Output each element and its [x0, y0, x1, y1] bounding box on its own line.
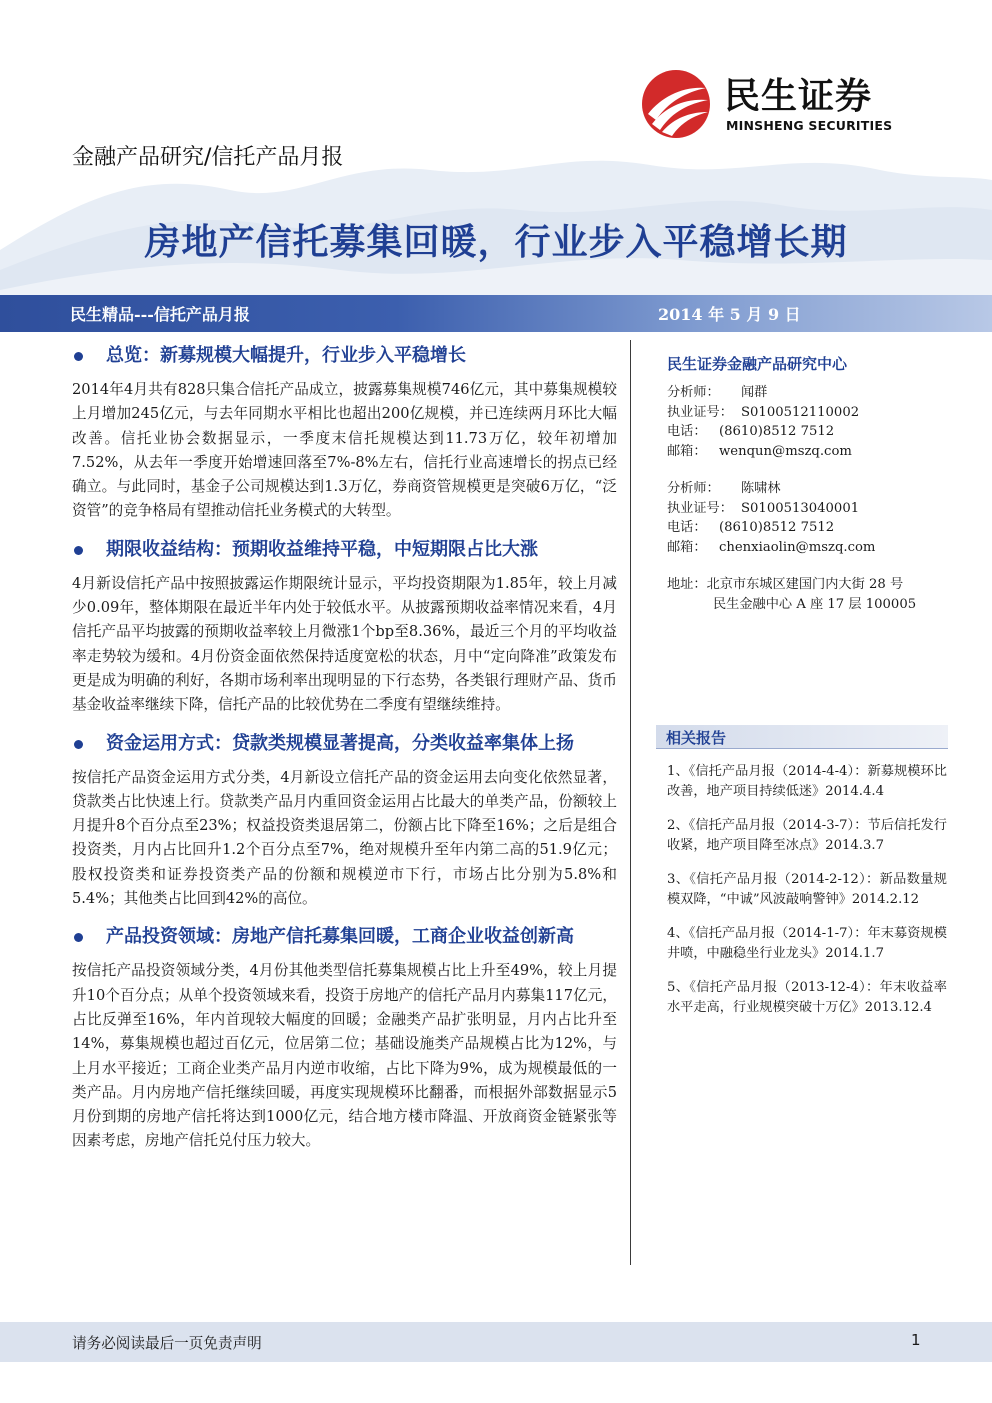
- section-fund-usage: [72, 728, 617, 912]
- analyst-label: 分析师：: [667, 481, 720, 496]
- address-line: 北京市东城区建国门内大街 28 号: [706, 577, 904, 592]
- company-logo: [640, 62, 930, 142]
- analyst-cert: S0100513040001: [741, 500, 860, 516]
- related-reports-list: [667, 762, 947, 1032]
- report-date: 2014 年 5 月 9 日: [658, 305, 801, 324]
- analyst-name: 闻群: [741, 385, 768, 400]
- related-report-item[interactable]: 2、《信托产品月报（2014-3-7）：节后信托发行收紧，地产项目降至冰点》2014.3.7: [667, 818, 947, 853]
- analyst-name: 陈啸林: [741, 481, 781, 496]
- related-report-item[interactable]: 4、《信托产品月报（2014-1-7）：年末募资规模井喷，中融稳坐行业龙头》2014.1.7: [667, 926, 947, 961]
- analyst-email: wenqun@mszq.com: [719, 443, 852, 459]
- section-heading-text: 资金运用方式：贷款类规模显著提高，分类收益率集体上扬: [106, 732, 574, 754]
- bullet-icon: [74, 546, 83, 555]
- related-reports-heading: [656, 725, 948, 749]
- analyst-phone: (8610)8512 7512: [719, 424, 835, 439]
- section-body: 按信托产品投资领域分类，4月份其他类型信托募集规模占比上升至49%，较上月提升10个百分点；从单个投资领域来看，投资于房地产的信托产品月内募集117亿元，占比反弹至16%，年内首现较大幅度的回暖；金融类产品扩张明显，月内占比升至14%，募集规模也超过百亿元，位居第二位；基础设施类产品规模占比为12%，与上月水平接近；工商企业类产品月内逆市收缩，占比下降为9%，成为规模最低的一类产品。月内房地产信托继续回暖，再度实现规模环比翻番，而根据外部数据显示5月份到期的房地产信托将达到1000亿元，结合地方楼市降温、开放商资金链紧张等因素考虑，房地产信托兑付压力较大。: [72, 962, 617, 1150]
- logo-chinese-name: 民生证券: [724, 76, 873, 117]
- office-address: [667, 575, 947, 614]
- related-report-item[interactable]: 1、《信托产品月报（2014-4-4）：新募规模环比改善，地产项目持续低迷》2014.4.4: [667, 764, 947, 799]
- section-body: 2014年4月共有828只集合信托产品成立，披露募集规模746亿元，其中募集规模较上月增加245亿元，与去年同期水平相比也超出200亿规模，并已连续两月环比大幅改善。信托业协会数据显示，一季度末信托规模达到11.73万亿，较年初增加7.52%，从去年一季度开始增速回落至7%-8%左右，信托行业高速增长的拐点已经确立。与此同时，基金子公司规模达到1.3万亿，券商资管规模更是突破6万亿，“泛资管”的竞争格局有望推动信托业务模式的大转型。: [72, 381, 617, 520]
- section-body: 按信托产品资金运用方式分类，4月新设立信托产品的资金运用去向变化依然显著，贷款类占比快速上行。贷款类产品月内重回资金运用占比最大的单类产品，份额较上月提升8个百分点至23%；权益投资类退居第二，份额占比下降至16%；之后是组合投资类，月内占比回升1.2个百分点至7%，绝对规模升至年内第二高的51.9亿元；股权投资类和证券投资类产品的份额和规模逆市下行，市场占比分别为5.8%和5.4%；其他类占比回到42%的高位。: [72, 768, 617, 908]
- page-number: 1: [911, 1331, 921, 1349]
- analyst-email: chenxiaolin@mszq.com: [719, 539, 876, 555]
- section-heading: [72, 340, 617, 372]
- section-heading-text: 产品投资领域：房地产信托募集回暖，工商企业收益创新高: [106, 926, 574, 948]
- sidebar: [667, 345, 947, 614]
- address-label: 地址：: [667, 577, 707, 592]
- related-reports-heading-text: 相关报告: [666, 729, 727, 747]
- page-footer: [0, 1322, 992, 1362]
- section-term-yield: [72, 534, 617, 718]
- minsheng-emblem-icon: [640, 68, 712, 140]
- email-label: 邮箱：: [667, 539, 707, 555]
- cert-label: 执业证号：: [667, 404, 733, 420]
- main-content: [72, 340, 617, 1164]
- related-report-item[interactable]: 3、《信托产品月报（2014-2-12）：新品数量规模双降，“中诚”风波敲响警钟》2014.2.12: [667, 872, 947, 907]
- phone-label: 电话：: [667, 520, 707, 535]
- disclaimer-notice: 请务必阅读最后一页免责声明: [72, 1335, 262, 1352]
- analyst-phone: (8610)8512 7512: [719, 520, 835, 535]
- email-label: 邮箱：: [667, 443, 707, 459]
- phone-label: 电话：: [667, 424, 707, 439]
- analyst-label: 分析师：: [667, 385, 720, 400]
- address-line: 民生金融中心 A 座 17 层 100005: [713, 596, 917, 612]
- section-heading: [72, 921, 617, 953]
- series-name: 民生精品---信托产品月报: [70, 305, 250, 324]
- analyst-cert: S0100512110002: [741, 404, 860, 420]
- section-overview: [72, 340, 617, 524]
- analyst-card: [667, 479, 947, 557]
- report-category: 金融产品研究/信托产品月报: [72, 145, 344, 170]
- research-center-name: 民生证券金融产品研究中心: [667, 355, 848, 373]
- section-heading-text: 总览：新募规模大幅提升，行业步入平稳增长: [106, 345, 466, 366]
- section-heading-text: 期限收益结构：预期收益维持平稳，中短期限占比大涨: [106, 538, 538, 560]
- title-band: [0, 295, 992, 332]
- bullet-icon: [74, 740, 83, 749]
- section-heading: [72, 534, 617, 566]
- section-body: 4月新设信托产品中按照披露运作期限统计显示，平均投资期限为1.85年，较上月减少0.09年，整体期限在最近半年内处于较低水平。从披露预期收益率情况来看，4月信托产品平均披露的预期收益率较上月微涨1个bp至8.36%，最近三个月的平均收益率走势较为缓和。4月份资金面依然保持适度宽松的状态，月中“定向降准”政策发布更是成为明确的利好，各期市场利率出现明显的下行态势，各类银行理财产品、货币基金收益率继续下降，信托产品的比较优势在二季度有望继续维持。: [72, 574, 617, 714]
- cert-label: 执业证号：: [667, 500, 733, 516]
- bullet-icon: [74, 352, 83, 361]
- page-title: 房地产信托募集回暖，行业步入平稳增长期: [144, 222, 848, 263]
- section-investment-field: [72, 921, 617, 1153]
- bullet-icon: [74, 933, 83, 942]
- logo-english-name: MINSHENG SECURITIES: [726, 118, 893, 133]
- column-divider: [630, 340, 631, 1265]
- analyst-card: [667, 383, 947, 461]
- section-heading: [72, 728, 617, 760]
- related-report-item[interactable]: 5、《信托产品月报（2013-12-4）：年末收益率水平走高，行业规模突破十万亿》2013.12.4: [667, 980, 947, 1015]
